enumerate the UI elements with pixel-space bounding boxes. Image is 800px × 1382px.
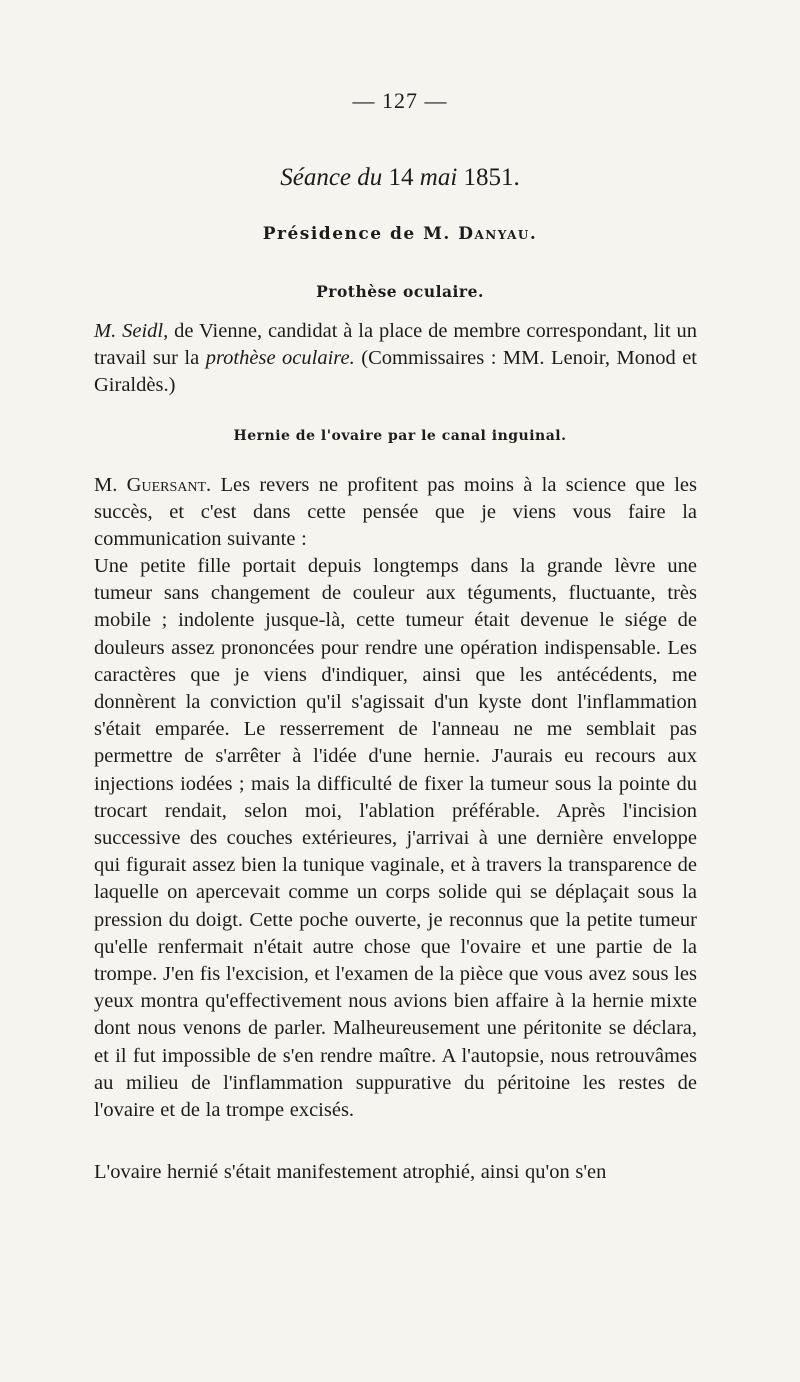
paragraph-prothese bbox=[94, 318, 697, 400]
presidency-line bbox=[0, 224, 800, 244]
section-heading-hernie: Hernie de l'ovaire par le canal inguinal. bbox=[233, 428, 567, 444]
intro-text: Les revers ne profitent pas moins à la science que les succès, et c'est dans cette pensée que je viens vous faire la communication suivante : bbox=[94, 474, 697, 551]
paragraph-body: Une petite fille portait depuis longtemps dans la grande lèvre une tumeur sans changement de couleur aux téguments, fluctuante, très mobile ; indolente jusque-là, cette tumeur était devenue le siége de douleurs assez prononcées pour rendre une opération indispensable. Les caractères que je viens d'indiquer, ainsi que les antécédents, me donnèrent la conviction qu'il s'agissait d'un kyste dont l'inflammation s'était emparée. Le resserrement de l'anneau ne me semblait pas permettre de s'arrêter à l'idée d'une hernie. J'aurais eu recours aux injections iodées ; mais la difficulté de fixer la tumeur sous la pointe du trocart rendait, selon moi, l'ablation préférable. Après l'incision successive des couches extérieures, j'arrivai à une dernière enveloppe qui figurait assez bien la tunique vaginale, et à travers la transparence de laquelle on apercevait comme un corps solide qui se déplaçait sous la pression du doigt. Cette poche ouverte, je reconnus que la petite tumeur qu'elle renfermait n'était autre chose que l'ovaire et une partie de la trompe. J'en fis l'excision, et l'examen de la pièce que vous avez sous les yeux montra qu'effectivement nous avions bien affaire à la hernie mixte dont nous venons de parler. Malheureusement une péritonite se déclara, et il fut impossible de s'en rendre maître. A l'autopsie, nous retrouvâmes au milieu de l'inflammation suppurative du péritoine les restes de l'ovaire et de la trompe excisés. bbox=[94, 555, 697, 1122]
session-prefix: Séance du bbox=[280, 164, 383, 191]
session-month: mai bbox=[419, 164, 458, 191]
speaker-name: Guersant. bbox=[126, 474, 212, 496]
presidency-prefix: Présidence de bbox=[262, 224, 416, 244]
session-day: 14 bbox=[388, 164, 414, 191]
italic-term: prothèse oculaire. bbox=[205, 347, 355, 370]
speaker-prefix: M. bbox=[94, 474, 118, 496]
section-heading-prothese: Prothèse oculaire. bbox=[316, 282, 484, 301]
paragraph-text-end: (Commissaires : MM. Lenoir, Monod et Giraldès.) bbox=[94, 347, 697, 397]
presidency-title: M. bbox=[423, 224, 451, 244]
session-date-heading bbox=[0, 164, 800, 192]
paragraph-last-line: L'ovaire hernié s'était manifestement atrophié, ainsi qu'on s'en bbox=[94, 1161, 607, 1183]
paragraph-text: de Vienne, candidat à la place de membre correspondant, lit un travail sur la bbox=[94, 320, 697, 370]
presidency-name: Danyau. bbox=[458, 224, 538, 244]
page-number: — 127 — bbox=[352, 88, 448, 113]
session-year: 1851. bbox=[463, 164, 520, 191]
paragraph-intro bbox=[94, 472, 697, 554]
author-name: M. Seidl, bbox=[94, 320, 169, 342]
